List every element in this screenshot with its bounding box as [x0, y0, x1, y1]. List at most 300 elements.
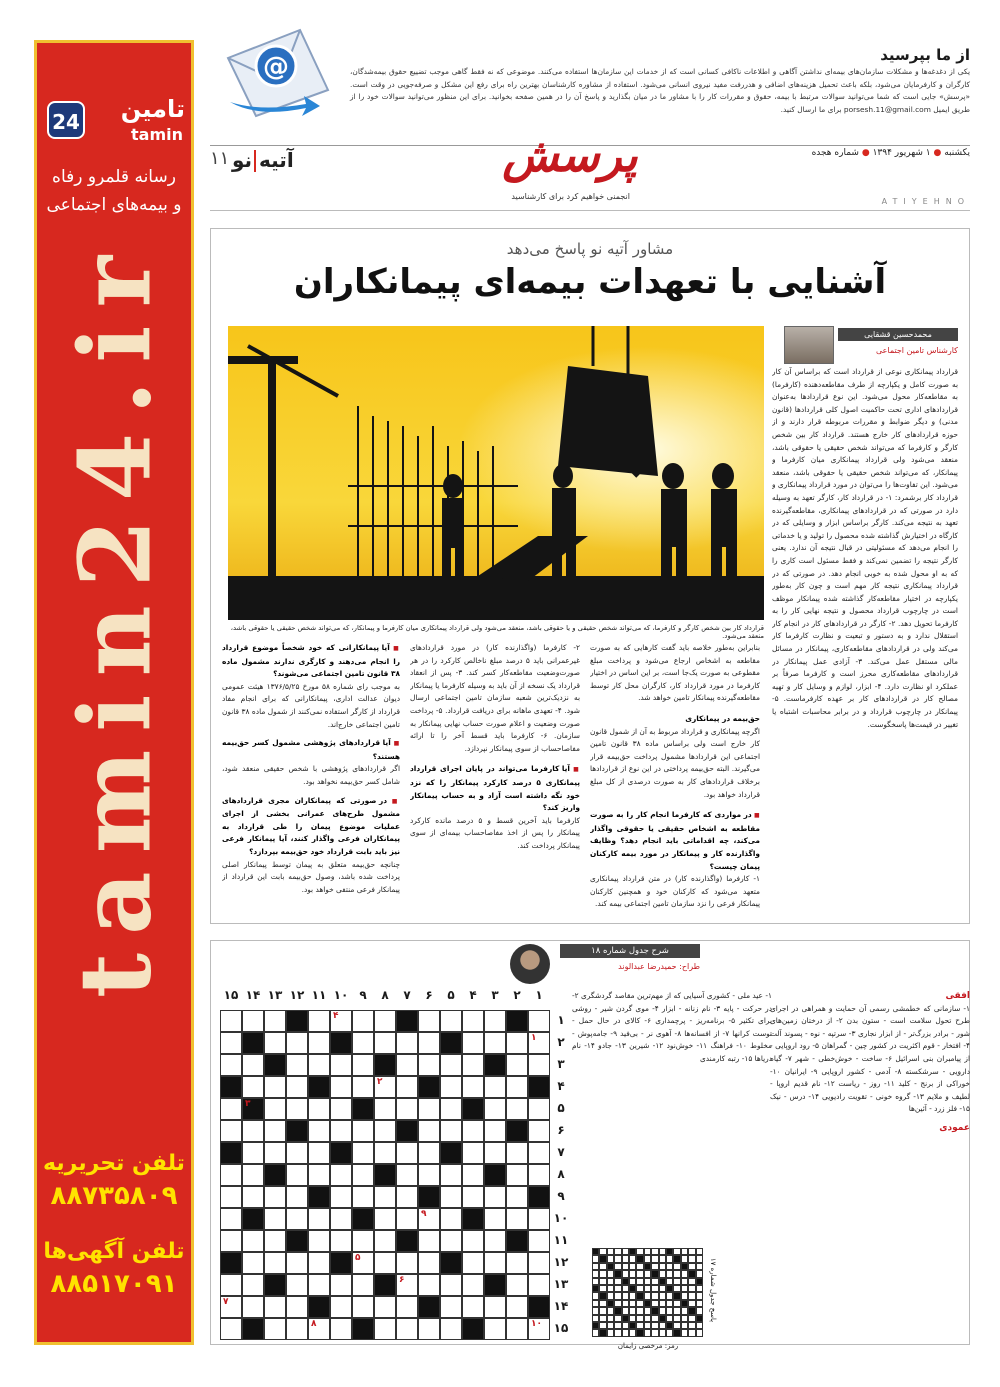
column-2-subheading: حق‌بیمه در پیمانکاری [685, 713, 760, 723]
crossword-cell[interactable] [374, 1230, 396, 1252]
crossword-row-number: ۹ [557, 1189, 565, 1203]
solution-cell [666, 1255, 673, 1262]
crossword-row-number: ۴ [557, 1079, 565, 1093]
crossword-cell[interactable] [528, 1010, 550, 1032]
crossword-row-number: ۶ [557, 1123, 565, 1137]
crossword-cell[interactable] [506, 1186, 528, 1208]
crossword-cell[interactable] [286, 1296, 308, 1318]
solution-cell [644, 1307, 651, 1314]
crossword-cell[interactable] [264, 1318, 286, 1340]
issue-bullet: ● [930, 148, 942, 158]
crossword-cell[interactable] [396, 1318, 418, 1340]
crossword-cell[interactable] [286, 1098, 308, 1120]
crossword-cell[interactable] [264, 1208, 286, 1230]
crossword-cell[interactable] [330, 1230, 352, 1252]
crossword-cell[interactable] [440, 1208, 462, 1230]
crossword-black-cell [418, 1296, 440, 1318]
crossword-cell[interactable] [462, 1120, 484, 1142]
solution-cell [673, 1329, 680, 1336]
crossword-cell[interactable] [330, 1274, 352, 1296]
solution-cell [666, 1278, 673, 1285]
crossword-cell[interactable] [286, 1076, 308, 1098]
crossword-cell[interactable] [440, 1120, 462, 1142]
crossword-cell[interactable] [418, 1252, 440, 1274]
solution-cell [688, 1315, 695, 1322]
crossword-cell[interactable] [506, 1142, 528, 1164]
crossword-cell[interactable] [484, 1296, 506, 1318]
solution-label-text: پاسخ جدول شماره ۱۷ [709, 1257, 717, 1323]
solution-cell [636, 1278, 643, 1285]
crossword-cell[interactable] [506, 1032, 528, 1054]
crossword-cell[interactable] [308, 1010, 330, 1032]
solution-cell [629, 1300, 636, 1307]
crossword-cell[interactable] [396, 1098, 418, 1120]
crossword-cell[interactable] [440, 1296, 462, 1318]
crossword-cell[interactable] [286, 1164, 308, 1186]
header-divider-2 [210, 210, 970, 211]
solution-cell [651, 1300, 658, 1307]
crossword-marker: ۱۰ [531, 1319, 542, 1329]
solution-cell [629, 1329, 636, 1336]
horizontal-clues-text: ۱- سازمانی که خطمشی رسمی آن حمایت و همراهی در اجرای طرح تحول سلامت است - ستون بدن ۲- از درختان زمین‌های شور - برادر بزرگ‌تر - از ابزار نجاری ۳- سرتپه - نوه - پسوند آلت ۴- افتخار - قوم اکثریت در کشور چین - گمراهان ۵- رود اروپایی - از پیامبران بنی اسرائیل ۶- ساخت - خوش‌خطی - شهر ۷- گیاه دارویی - سرشکسته ۸- آدمی - کشور اروپایی ۹- ایرانیان ۱۰- خوراکی از برنج - کلید ۱۱- روز - ریاست ۱۲- نام قدیم اروپا - لطیف و ملایم ۱۳- گروه خونی - تقویت رادیویی ۱۴- درس - نیک ۱۵- فلز زرد - آئین‌ها [770, 1003, 970, 1114]
banner-url-text: tamin24.ir [58, 237, 174, 999]
crossword-cell[interactable] [308, 1054, 330, 1076]
crossword-cell[interactable] [352, 1274, 374, 1296]
solution-cell [614, 1300, 621, 1307]
crossword-black-cell [484, 1054, 506, 1076]
crossword-cell[interactable] [506, 1076, 528, 1098]
solution-cell [629, 1263, 636, 1270]
solution-cell [659, 1263, 666, 1270]
crossword-black-cell [528, 1296, 550, 1318]
page-number: ۱۱ [210, 148, 230, 169]
solution-cell [599, 1278, 606, 1285]
crossword-cell[interactable] [440, 1318, 462, 1340]
crossword-cell[interactable] [330, 1098, 352, 1120]
ads-phone-number[interactable]: ۸۸۵۱۷۰۹۱ [50, 1269, 178, 1299]
crossword-cell[interactable] [220, 1186, 242, 1208]
crossword-cell[interactable] [242, 1010, 264, 1032]
crossword-cell[interactable] [396, 1032, 418, 1054]
article-column-3 [410, 642, 580, 916]
solution-cell [629, 1270, 636, 1277]
banner-tagline [43, 163, 185, 219]
crossword-cell[interactable] [286, 1032, 308, 1054]
tagline-line-2: و بیمه‌های اجتماعی [46, 195, 182, 215]
crossword-cell[interactable] [396, 1296, 418, 1318]
crossword-cell[interactable] [484, 1252, 506, 1274]
crossword-cell[interactable] [396, 1076, 418, 1098]
crossword-cell[interactable] [440, 1054, 462, 1076]
crossword-column-number: ۳ [491, 988, 499, 1002]
crossword-cell[interactable] [308, 1098, 330, 1120]
solution-cell [651, 1329, 658, 1336]
crossword-cell[interactable] [330, 1076, 352, 1098]
crossword-black-cell [330, 1252, 352, 1274]
crossword-cell[interactable] [352, 1186, 374, 1208]
crossword-cell[interactable] [374, 1010, 396, 1032]
solution-cell [607, 1292, 614, 1299]
crossword-cell[interactable] [528, 1120, 550, 1142]
crossword-cell[interactable] [484, 1318, 506, 1340]
crossword-cell[interactable] [484, 1076, 506, 1098]
solution-cell [607, 1263, 614, 1270]
crossword-cell[interactable] [484, 1186, 506, 1208]
crossword-cell[interactable] [330, 1186, 352, 1208]
crossword-cell[interactable] [374, 1186, 396, 1208]
crossword-cell[interactable] [374, 1208, 396, 1230]
crossword-black-cell [352, 1098, 374, 1120]
masthead-subtitle: انجمنی خواهیم کرد برای کارشناسید [511, 192, 630, 201]
crossword-cell[interactable] [462, 1252, 484, 1274]
crossword-cell[interactable] [220, 1318, 242, 1340]
crossword-cell[interactable] [418, 1010, 440, 1032]
solution-cell [673, 1248, 680, 1255]
solution-cell [681, 1315, 688, 1322]
crossword-cell[interactable] [418, 1274, 440, 1296]
crossword-cell[interactable] [484, 1142, 506, 1164]
author-role: کارشناس تامین اجتماعی [875, 346, 958, 355]
crossword-cell[interactable] [418, 1230, 440, 1252]
solution-cell [644, 1278, 651, 1285]
crossword-cell[interactable] [462, 1032, 484, 1054]
crossword-cell[interactable] [396, 1186, 418, 1208]
solution-cell [666, 1292, 673, 1299]
crossword-cell[interactable] [286, 1274, 308, 1296]
crossword-cell[interactable] [286, 1142, 308, 1164]
crossword-cell[interactable] [484, 1032, 506, 1054]
solution-cell [622, 1285, 629, 1292]
crossword-cell[interactable] [286, 1186, 308, 1208]
banner-url[interactable] [51, 237, 181, 999]
crossword-cell[interactable] [352, 1296, 374, 1318]
crossword-cell[interactable] [462, 1164, 484, 1186]
crossword-cell[interactable] [374, 1252, 396, 1274]
solution-cell [636, 1292, 643, 1299]
crossword-cell[interactable] [330, 1054, 352, 1076]
crossword-cell[interactable] [242, 1120, 264, 1142]
crossword-cell[interactable] [506, 1296, 528, 1318]
crossword-cell[interactable] [440, 1230, 462, 1252]
crossword-cell[interactable] [352, 1054, 374, 1076]
crossword-cell[interactable] [308, 1208, 330, 1230]
crossword-cell[interactable] [264, 1230, 286, 1252]
crossword-cell[interactable] [308, 1142, 330, 1164]
solution-cell [636, 1248, 643, 1255]
solution-cell [659, 1270, 666, 1277]
solution-cell [614, 1322, 621, 1329]
crossword-cell[interactable] [286, 1252, 308, 1274]
tagline-line-1: رسانه قلمرو رفاه [52, 167, 176, 187]
solution-cell [607, 1307, 614, 1314]
crossword-marker: ۱ [531, 1033, 537, 1043]
crossword-cell[interactable] [462, 1274, 484, 1296]
crossword-cell[interactable] [264, 1120, 286, 1142]
crossword-cell[interactable] [352, 1230, 374, 1252]
crossword-cell[interactable] [242, 1186, 264, 1208]
issue-number: شماره هجده [811, 148, 859, 158]
crossword-cell[interactable] [220, 1230, 242, 1252]
crossword-cell[interactable] [352, 1142, 374, 1164]
crossword-cell[interactable] [374, 1296, 396, 1318]
solution-cell [673, 1285, 680, 1292]
crossword-cell[interactable] [440, 1186, 462, 1208]
crossword-cell[interactable] [242, 1274, 264, 1296]
crossword-column-number: ۶ [425, 988, 433, 1002]
solution-cell [607, 1322, 614, 1329]
crossword-cell[interactable] [374, 1120, 396, 1142]
article-headline: آشنایی با تعهدات بیمه‌ای پیمانکاران [293, 262, 887, 302]
crossword-cell[interactable] [506, 1318, 528, 1340]
solution-cell [666, 1263, 673, 1270]
crossword-cell[interactable] [308, 1230, 330, 1252]
editorial-phone-number[interactable]: ۸۸۷۳۵۸۰۹ [50, 1181, 178, 1211]
solution-cell [681, 1322, 688, 1329]
crossword-row-number: ۱۳ [553, 1277, 569, 1291]
crossword-cell[interactable] [330, 1120, 352, 1142]
crossword-cell[interactable] [440, 1274, 462, 1296]
crossword-cell[interactable] [308, 1120, 330, 1142]
solution-cell [688, 1270, 695, 1277]
designer-avatar [510, 944, 550, 984]
solution-cell [629, 1248, 636, 1255]
crossword-cell[interactable] [418, 1054, 440, 1076]
solution-cell [592, 1278, 599, 1285]
crossword-column-number: ۲ [513, 988, 521, 1002]
solution-cell [636, 1263, 643, 1270]
solution-cell [696, 1322, 703, 1329]
crossword-black-cell [418, 1076, 440, 1098]
crossword-cell[interactable] [462, 1142, 484, 1164]
crossword-cell[interactable] [484, 1208, 506, 1230]
crossword-row-number: ۱۲ [553, 1255, 569, 1269]
crossword-cell[interactable] [440, 1098, 462, 1120]
crossword-cell[interactable] [264, 1142, 286, 1164]
solution-cell [614, 1307, 621, 1314]
crossword-marker: ۵ [355, 1253, 361, 1263]
crossword-title: شرح جدول شماره ۱۸ [560, 944, 700, 958]
crossword-cell[interactable] [484, 1010, 506, 1032]
crossword-cell[interactable] [418, 1098, 440, 1120]
crossword-cell[interactable] [506, 1274, 528, 1296]
crossword-cell[interactable] [462, 1186, 484, 1208]
crossword-cell[interactable] [220, 1032, 242, 1054]
crossword-cell[interactable] [374, 1142, 396, 1164]
crossword-cell[interactable] [396, 1208, 418, 1230]
crossword-cell[interactable] [484, 1120, 506, 1142]
crossword-cell[interactable] [418, 1032, 440, 1054]
solution-cell [599, 1307, 606, 1314]
solution-cell [651, 1270, 658, 1277]
crossword-black-cell [484, 1164, 506, 1186]
solution-cell [673, 1278, 680, 1285]
solution-cell [592, 1248, 599, 1255]
solution-cell [636, 1285, 643, 1292]
crossword-cell[interactable] [440, 1164, 462, 1186]
solution-cell [607, 1285, 614, 1292]
crossword-black-cell [462, 1318, 484, 1340]
crossword-cell[interactable] [506, 1208, 528, 1230]
crossword-cell[interactable] [484, 1098, 506, 1120]
crossword-cell[interactable] [352, 1120, 374, 1142]
crossword-cell[interactable] [462, 1296, 484, 1318]
solution-cell [666, 1307, 673, 1314]
crossword-header [510, 944, 700, 988]
crossword-cell[interactable] [220, 1098, 242, 1120]
solution-cell [622, 1278, 629, 1285]
crossword-cell[interactable] [462, 1230, 484, 1252]
crossword-cell[interactable] [440, 1076, 462, 1098]
crossword-cell[interactable] [242, 1076, 264, 1098]
latin-strip: ATIYEHNO [881, 197, 970, 206]
horizontal-heading: افقی [945, 991, 970, 1001]
crossword-cell[interactable] [220, 1120, 242, 1142]
crossword-cell[interactable] [308, 1252, 330, 1274]
crossword-cell[interactable] [374, 1098, 396, 1120]
crossword-cell[interactable] [484, 1230, 506, 1252]
crossword-cell[interactable] [308, 1032, 330, 1054]
crossword-cell[interactable] [286, 1318, 308, 1340]
crossword-cell[interactable] [418, 1142, 440, 1164]
crossword-cell[interactable] [352, 1010, 374, 1032]
crossword-black-cell [242, 1318, 264, 1340]
crossword-cell[interactable] [462, 1010, 484, 1032]
crossword-cell[interactable] [242, 1054, 264, 1076]
crossword-cell[interactable] [264, 1032, 286, 1054]
solution-cell [636, 1307, 643, 1314]
crossword-cell[interactable] [396, 1054, 418, 1076]
crossword-cell[interactable] [528, 1208, 550, 1230]
crossword-cell[interactable] [264, 1010, 286, 1032]
crossword-cell[interactable] [264, 1296, 286, 1318]
crossword-cell[interactable] [528, 1098, 550, 1120]
crossword-cell[interactable] [418, 1164, 440, 1186]
crossword-black-cell [242, 1032, 264, 1054]
crossword-designer: طراح: حمیدرضا عبدالوند [618, 962, 700, 971]
crossword-column-number: ۱۵ [223, 988, 239, 1002]
solution-cell [673, 1307, 680, 1314]
solution-cell [681, 1263, 688, 1270]
crossword-black-cell [352, 1318, 374, 1340]
crossword-cell[interactable] [462, 1054, 484, 1076]
solution-cell [636, 1315, 643, 1322]
crossword-cell[interactable] [528, 1230, 550, 1252]
crossword-cell[interactable] [330, 1164, 352, 1186]
crossword-cell[interactable] [462, 1076, 484, 1098]
crossword-cell[interactable] [374, 1032, 396, 1054]
crossword-cell[interactable] [330, 1318, 352, 1340]
crossword-cell[interactable] [264, 1186, 286, 1208]
solution-cell [659, 1322, 666, 1329]
crossword-cell[interactable] [506, 1164, 528, 1186]
solution-cell [681, 1278, 688, 1285]
crossword-cell[interactable] [220, 1010, 242, 1032]
crossword-column-number: ۴ [469, 988, 477, 1002]
solution-cell [681, 1255, 688, 1262]
crossword-cell[interactable] [374, 1318, 396, 1340]
solution-cell [688, 1292, 695, 1299]
crossword-black-cell [374, 1164, 396, 1186]
crossword-cell[interactable] [506, 1252, 528, 1274]
crossword-cell[interactable] [352, 1164, 374, 1186]
crossword-cell[interactable] [264, 1076, 286, 1098]
crossword-cell[interactable] [242, 1296, 264, 1318]
crossword-cell[interactable] [396, 1164, 418, 1186]
logo-number: 24 [47, 101, 85, 139]
solution-cell [666, 1270, 673, 1277]
crossword-cell[interactable] [220, 1274, 242, 1296]
crossword-cell[interactable] [308, 1274, 330, 1296]
crossword-cell[interactable] [528, 1142, 550, 1164]
crossword-cell[interactable] [418, 1120, 440, 1142]
crossword-black-cell [242, 1208, 264, 1230]
solution-cell [696, 1329, 703, 1336]
solution-cell [688, 1278, 695, 1285]
crossword-cell[interactable] [440, 1010, 462, 1032]
solution-cell [673, 1292, 680, 1299]
crossword-grid[interactable] [220, 1010, 550, 1340]
crossword-cell[interactable] [330, 1208, 352, 1230]
solution-cell [666, 1248, 673, 1255]
solution-cell [688, 1255, 695, 1262]
crossword-cell[interactable] [528, 1164, 550, 1186]
solution-cell [651, 1322, 658, 1329]
solution-cell [607, 1248, 614, 1255]
crossword-vertical-clues [572, 990, 772, 1250]
crossword-cell[interactable] [528, 1274, 550, 1296]
crossword-cell[interactable] [418, 1318, 440, 1340]
article-column-2 [590, 642, 760, 916]
column-4-question-1: ■ آیا پیمانکارانی که خود شخصاً موضوع قرارداد را انجام می‌دهند و کارگری ندارند مشمول ماده ۳۸ قانون تامین اجتماعی می‌شوند؟ [222, 642, 400, 681]
column-3-question: ■ آیا کارفرما می‌تواند در پایان اجرای قرارداد پیمانکاری ۵ درصد کارکرد پیمانکار را که نزد خود نگه داشته است آزاد و به حساب پیمانکار واریز کند؟ [410, 763, 580, 814]
crossword-cell[interactable] [506, 1098, 528, 1120]
solution-cell [644, 1329, 651, 1336]
solution-cell [673, 1315, 680, 1322]
article-kicker: مشاور آتیه نو پاسخ می‌دهد [506, 240, 674, 258]
crossword-cell[interactable] [220, 1208, 242, 1230]
crossword-cell[interactable] [528, 1252, 550, 1274]
crossword-black-cell [506, 1010, 528, 1032]
crossword-cell[interactable] [242, 1230, 264, 1252]
crossword-cell[interactable] [330, 1296, 352, 1318]
crossword-cell[interactable] [264, 1252, 286, 1274]
crossword-cell[interactable] [264, 1098, 286, 1120]
crossword-cell[interactable] [286, 1054, 308, 1076]
crossword-cell[interactable] [242, 1252, 264, 1274]
crossword-cell[interactable] [506, 1054, 528, 1076]
crossword-column-number: ۹ [359, 988, 367, 1002]
crossword-column-number: ۱ [535, 988, 543, 1002]
tamin24-banner[interactable] [34, 40, 194, 1345]
crossword-black-cell [220, 1142, 242, 1164]
crossword-cell[interactable] [220, 1164, 242, 1186]
crossword-cell[interactable] [242, 1142, 264, 1164]
solution-cell [688, 1300, 695, 1307]
article-column-4 [222, 642, 400, 916]
crossword-cell[interactable] [352, 1032, 374, 1054]
crossword-cell[interactable] [528, 1054, 550, 1076]
ask-us-text: یکی از دغدغه‌ها و مشکلات سازمان‌های بیمه‌ای نداشتن آگاهی و اطلاعات ناکافی کسانی است که از خدمات این سازمان‌ها استفاده می‌کنند. موضوعی که نه فقط گاهی موجب تضییع حقوق بیمه‌شدگان، کارگران و کارفرمایان می‌شود، بلکه باعث تحمیل هزینه‌های اضافی و هدررفت مفید نیروی انسانی می‌شود. استفاده از مشاوره کارشناسان بهترین راه برای رفع این مشکل و صرفه‌جویی در وقت است. «پرسش» جایی است که شما می‌توانید سوالات مرتبط با بیمه، حقوق و مقررات کار را با مشاور ما در میان بگذارید و پاسخ آن را در همین صفحه بخوانید. برای این منظور می‌توانید سوالات خود را از طریق ایمیل porsesh.11@gmail.com برای ما ارسال کنید. [350, 67, 970, 114]
crossword-row-numbers [552, 1010, 570, 1340]
crossword-cell[interactable] [286, 1208, 308, 1230]
crossword-cell[interactable] [396, 1142, 418, 1164]
crossword-column-number: ۱۰ [333, 988, 349, 1002]
crossword-cell[interactable] [220, 1054, 242, 1076]
crossword-cell[interactable] [352, 1076, 374, 1098]
crossword-cell[interactable] [308, 1164, 330, 1186]
crossword-cell[interactable] [242, 1164, 264, 1186]
crossword-cell[interactable] [396, 1252, 418, 1274]
